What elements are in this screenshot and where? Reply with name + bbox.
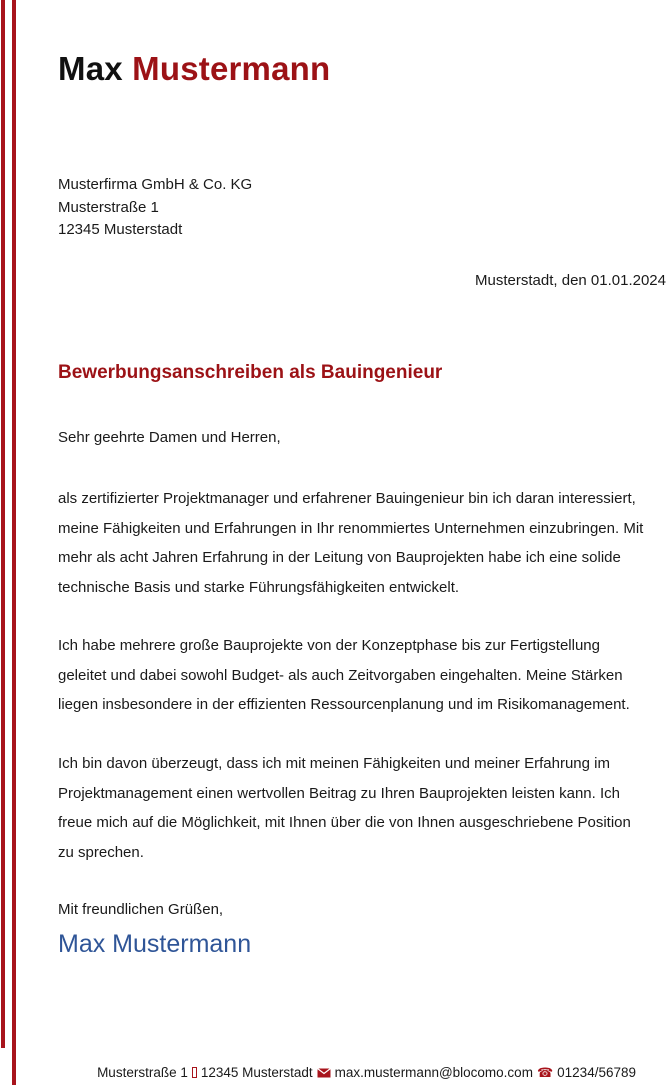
recipient-street: Musterstraße 1 bbox=[58, 198, 159, 216]
salutation: Sehr geehrte Damen und Herren, bbox=[58, 429, 281, 446]
left-accent-stripe-inner bbox=[12, 0, 16, 1085]
footer-city: 12345 Musterstadt bbox=[200, 1065, 313, 1080]
footer-phone: 01234/56789 bbox=[557, 1065, 636, 1080]
footer-street: Musterstraße 1 bbox=[97, 1065, 188, 1080]
recipient-company: Musterfirma GmbH & Co. KG bbox=[58, 176, 253, 193]
sender-last-name: Mustermann bbox=[132, 50, 331, 87]
subject-line: Bewerbungsanschreiben als Bauingenieur bbox=[58, 362, 443, 383]
body-paragraph-3: Ich bin davon überzeugt, dass ich mit meinen Fähigkeiten und meiner Erfahrung im Projektmanagement einen wertvollen Beitrag zu Ihren Bauprojekten leisten kann. Ich freue mich auf die Möglichkeit, mit Ihnen über die von Ihnen ausgeschriebene Position zu sprechen. bbox=[58, 755, 631, 861]
envelope-icon bbox=[317, 1068, 331, 1078]
closing-phrase: Mit freundlichen Grüßen, bbox=[58, 901, 224, 918]
left-accent-stripe bbox=[1, 0, 5, 1048]
sender-first-name: Max bbox=[58, 50, 123, 87]
footer-contact-line bbox=[97, 1065, 636, 1080]
footer-email-link[interactable]: max.mustermann@blocomo.com bbox=[334, 1065, 533, 1080]
recipient-address bbox=[58, 174, 252, 242]
body-paragraph-2: Ich habe mehrere große Bauprojekte von der Konzeptphase bis zur Fertigstellung geleitet und dabei sowohl Budget- als auch Zeitvorgaben eingehalten. Meine Stärken liegen insbesondere in der effizienten Ressourcenplanung und im Risikomanagement. bbox=[58, 637, 630, 713]
body-paragraph-1: als zertifizierter Projektmanager und erfahrener Bauingenieur bin ich daran interessiert, meine Fähigkeiten und Erfahrungen in Ihr renommiertes Unternehmen einzubringen. Mit mehr als acht Jahren Erfahrung in der Leitung von Bauprojekten habe ich eine solide technische Basis und starke Führungsfähigkeiten entwickelt. bbox=[58, 490, 644, 596]
signature: Max Mustermann bbox=[58, 930, 252, 958]
sender-name-header bbox=[58, 50, 330, 88]
recipient-city: 12345 Musterstadt bbox=[58, 221, 183, 238]
phone-icon: ☎ bbox=[536, 1065, 554, 1080]
location-icon bbox=[192, 1067, 197, 1078]
date-line: Musterstadt, den 01.01.2024 bbox=[475, 272, 666, 289]
